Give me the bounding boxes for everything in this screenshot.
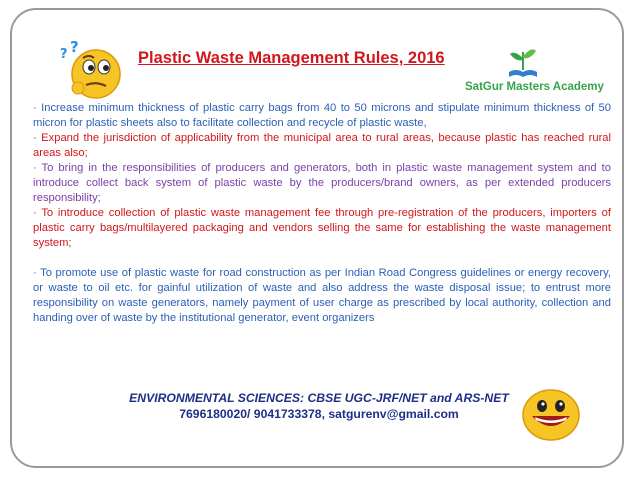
thinking-face-emoji-icon xyxy=(56,36,126,102)
bullet-item: · Expand the jurisdiction of applicability from the municipal area to rural areas, because plastic has reached rural areas also; xyxy=(33,132,611,159)
bullet-item: · To bring in the responsibilities of producers and generators, both in plastic waste management system and to introduce collect back system of plastic waste by the producers/brand owners, as per extended producers responsibility; xyxy=(33,162,611,204)
svg-text:?: ? xyxy=(70,38,79,56)
footer-contact-line: 7696180020/ 9041733378, satgurenv@gmail.com xyxy=(179,407,459,421)
footer-course-line: ENVIRONMENTAL SCIENCES: CBSE UGC-JRF/NET and ARS-NET xyxy=(129,391,509,405)
bullet-item: · To promote use of plastic waste for road construction as per Indian Road Congress guidelines or energy recovery, or waste to oil etc. for gainful utilization of waste and also address the waste disposal issue; to entrust more responsibility on waste generators, namely payment of user charge as prescribed by local authority, collection and handing over of waste by the institutional generator, event organizers xyxy=(33,267,611,324)
slide-title: Plastic Waste Management Rules, 2016 xyxy=(138,49,445,67)
sprout-book-icon xyxy=(506,44,540,80)
bullet-list xyxy=(33,101,611,326)
grinning-face-emoji-icon xyxy=(517,384,585,442)
spacer xyxy=(33,251,611,266)
bullet-item: · To introduce collection of plastic waste management fee through pre-registration of the producers, importers of plastic carry bags/multilayered packaging and vendors selling the same for establishing the waste management system; xyxy=(33,207,611,249)
logo-text: SatGur Masters Academy xyxy=(465,81,604,93)
bullet-item: · Increase minimum thickness of plastic carry bags from 40 to 50 microns and stipulate minimum thickness of 50 micron for plastic sheets also to facilitate collection and recycle of plastic waste, xyxy=(33,102,611,129)
svg-text:?: ? xyxy=(60,47,68,62)
